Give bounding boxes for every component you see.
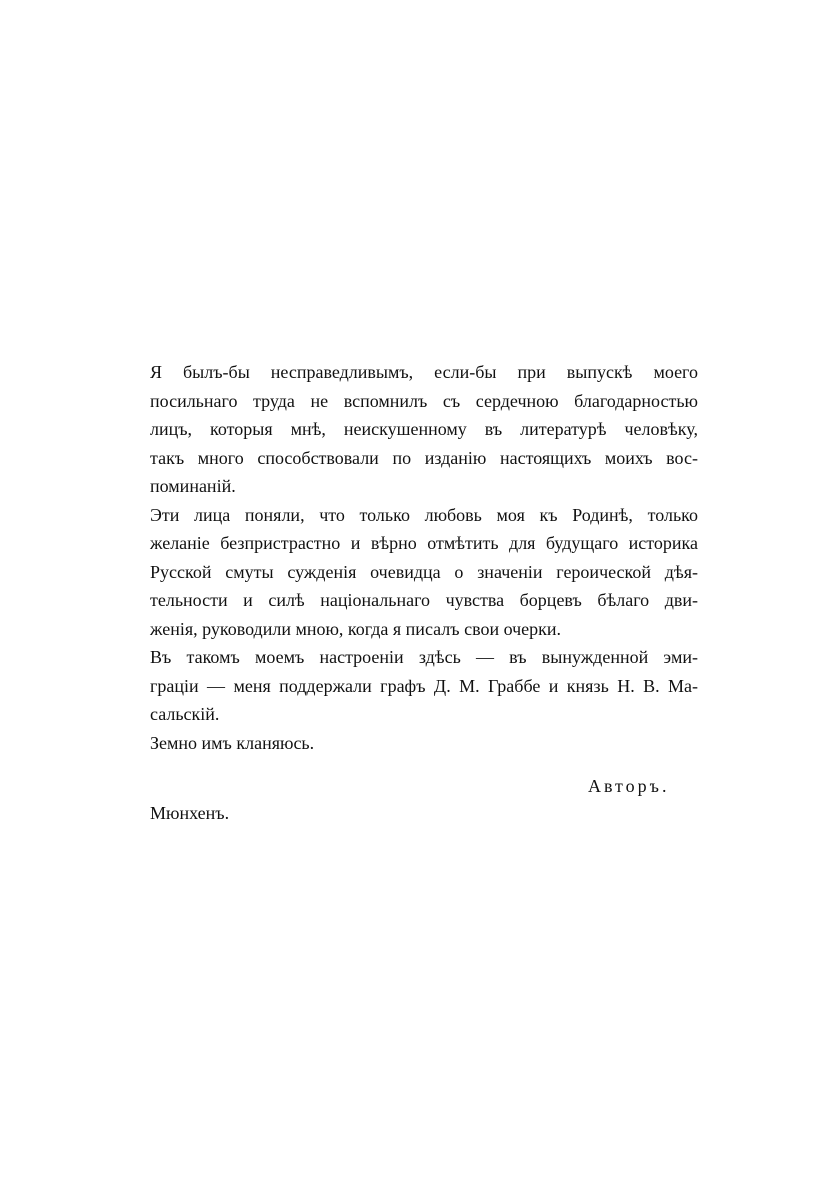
paragraph-2-line-1: Эти лица поняли, что только любовь моя къ Родинѣ, только xyxy=(150,504,698,525)
paragraph-2-line-2: желаніе безпристрастно и вѣрно отмѣтить для будущаго историка xyxy=(150,533,698,553)
paragraph-3-line-2: граціи — меня поддержали графъ Д. М. Граббе и князь Н. В. Ма- xyxy=(150,675,698,696)
paragraph-1-line-1: Я былъ-бы несправедливымъ, если-бы при выпускѣ моего xyxy=(150,362,698,382)
paragraph-3-line-3: сальскій. xyxy=(150,704,220,724)
preface-text xyxy=(150,358,698,757)
paragraph-2-line-3: Русской смуты сужденія очевидца о значеніи героической дѣя- xyxy=(150,561,698,582)
author-signature: Авторъ. xyxy=(588,776,670,796)
paragraph-4-line-1: Земно имъ кланяюсь. xyxy=(150,732,315,753)
paragraph-1-line-5: поминаній. xyxy=(150,476,236,496)
paragraph-2-line-5: женія, руководили мною, когда я писалъ свои очерки. xyxy=(150,618,562,639)
paragraph-2-line-4: тельности и силѣ національнаго чувства борцевъ бѣлаго дви- xyxy=(150,590,698,610)
paragraph-3-line-1: Въ такомъ моемъ настроеніи здѣсь — въ вынужденной эми- xyxy=(150,647,698,667)
paragraph-1-line-3: лицъ, которыя мнѣ, неискушенному въ литературѣ человѣку, xyxy=(150,419,698,439)
paragraph-1-line-2: посильнаго труда не вспомнилъ съ сердечною благодарностью xyxy=(150,390,698,411)
paragraph-1-line-4: такъ много способствовали по изданію настоящихъ моихъ вос- xyxy=(150,447,698,468)
place-of-writing: Мюнхенъ. xyxy=(150,803,230,823)
